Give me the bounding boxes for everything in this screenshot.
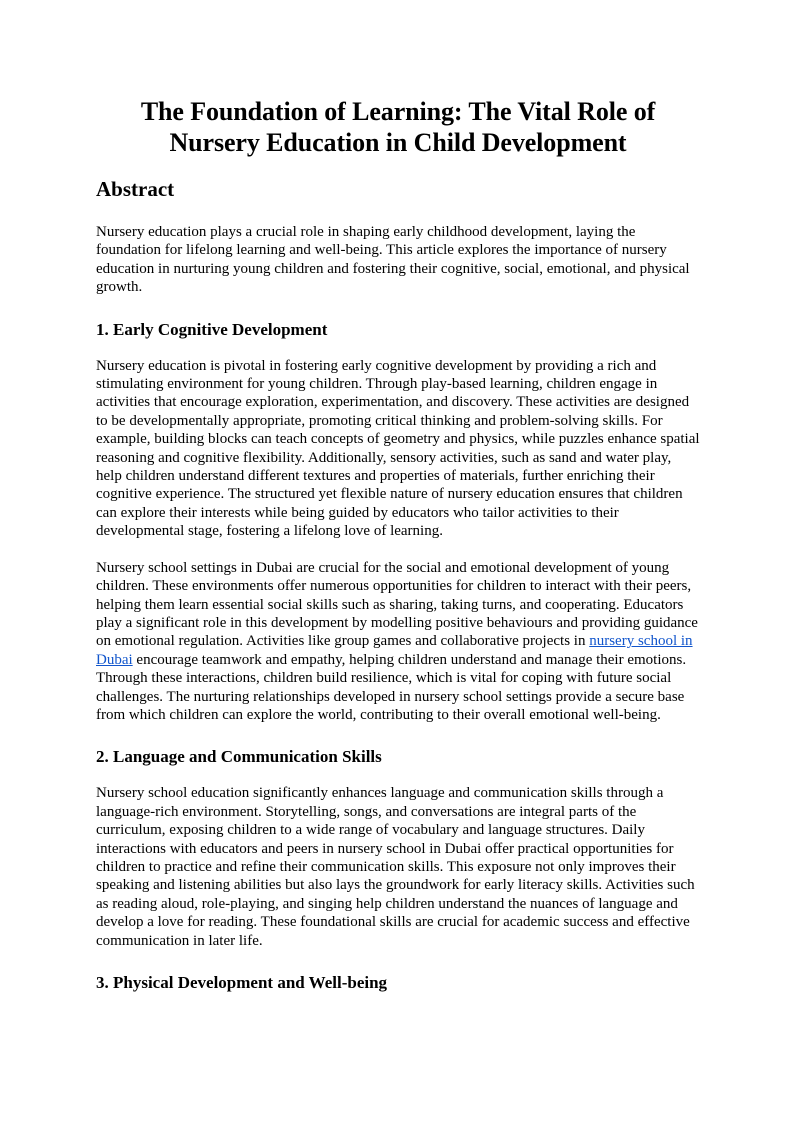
section-3-heading: 3. Physical Development and Well-being [96, 973, 388, 992]
section-1-paragraph-2 [96, 559, 700, 725]
abstract-paragraph: Nursery education plays a crucial role in shaping early childhood development, laying the foundation for lifelong learning and well-being. This article explores the importance of nursery education in nurturing young children and fostering their cognitive, social, emotional, and physical growth. [96, 224, 690, 296]
section-2-heading: 2. Language and Communication Skills [96, 747, 382, 767]
document-title: The Foundation of Learning: The Vital Role of Nursery Education in Child Development [140, 97, 656, 157]
paragraph-text: encourage teamwork and empathy, helping children understand and manage their emotions. Through these interactions, children build resilience, which is vital for coping with future social challenges. The nurturing relationships developed in nursery school settings provide a secure base from which children can explore the world, contributing to their overall emotional well-being. [96, 651, 687, 723]
paragraph-text: Nursery school settings in Dubai are crucial for the social and emotional development of young children. These environments offer numerous opportunities for children to interact with their peers, helping them learn essential social skills such as sharing, taking turns, and cooperating. Educators play a significant role in this development by modelling positive behaviours and providing guidance on emotional regulation. Activities like group games and collaborative projects in [96, 559, 698, 650]
section-1-paragraph-1: Nursery education is pivotal in fostering early cognitive development by providing a rich and stimulating environment for young children. Through play-based learning, children engage in activities that encourage exploration, experimentation, and discovery. These activities are designed to be developmentally appropriate, promoting critical thinking and problem-solving skills. For example, building blocks can teach concepts of geometry and physics, while puzzles enhance spatial reasoning and cognitive flexibility. Additionally, sensory activities, such as sand and water play, help children understand different textures and properties of materials, further enriching their cognitive experience. The structured yet flexible nature of nursery education ensures that children can explore their interests while being guided by educators who tailor activities to their developmental stage, fostering a lifelong love of learning. [96, 357, 700, 540]
nursery-school-dubai-link[interactable]: nursery school in Dubai [96, 633, 693, 668]
section-1-heading: 1. Early Cognitive Development [96, 319, 328, 339]
abstract-heading: Abstract [96, 177, 175, 201]
document-page [96, 96, 700, 994]
section-2-paragraph-1: Nursery school education significantly enhances language and communication skills through a language-rich environment. Storytelling, songs, and conversations are integral parts of the curriculum, exposing children to a wide range of vocabulary and language structures. Daily interactions with educators and peers in nursery school in Dubai offer practical opportunities for children to practice and refine their communication skills. This exposure not only improves their speaking and listening abilities but also lays the groundwork for early literacy skills. Activities such as reading aloud, role-playing, and singing help children understand the nuances of language and develop a love for reading. These foundational skills are crucial for academic success and effective communication in later life. [96, 785, 695, 949]
